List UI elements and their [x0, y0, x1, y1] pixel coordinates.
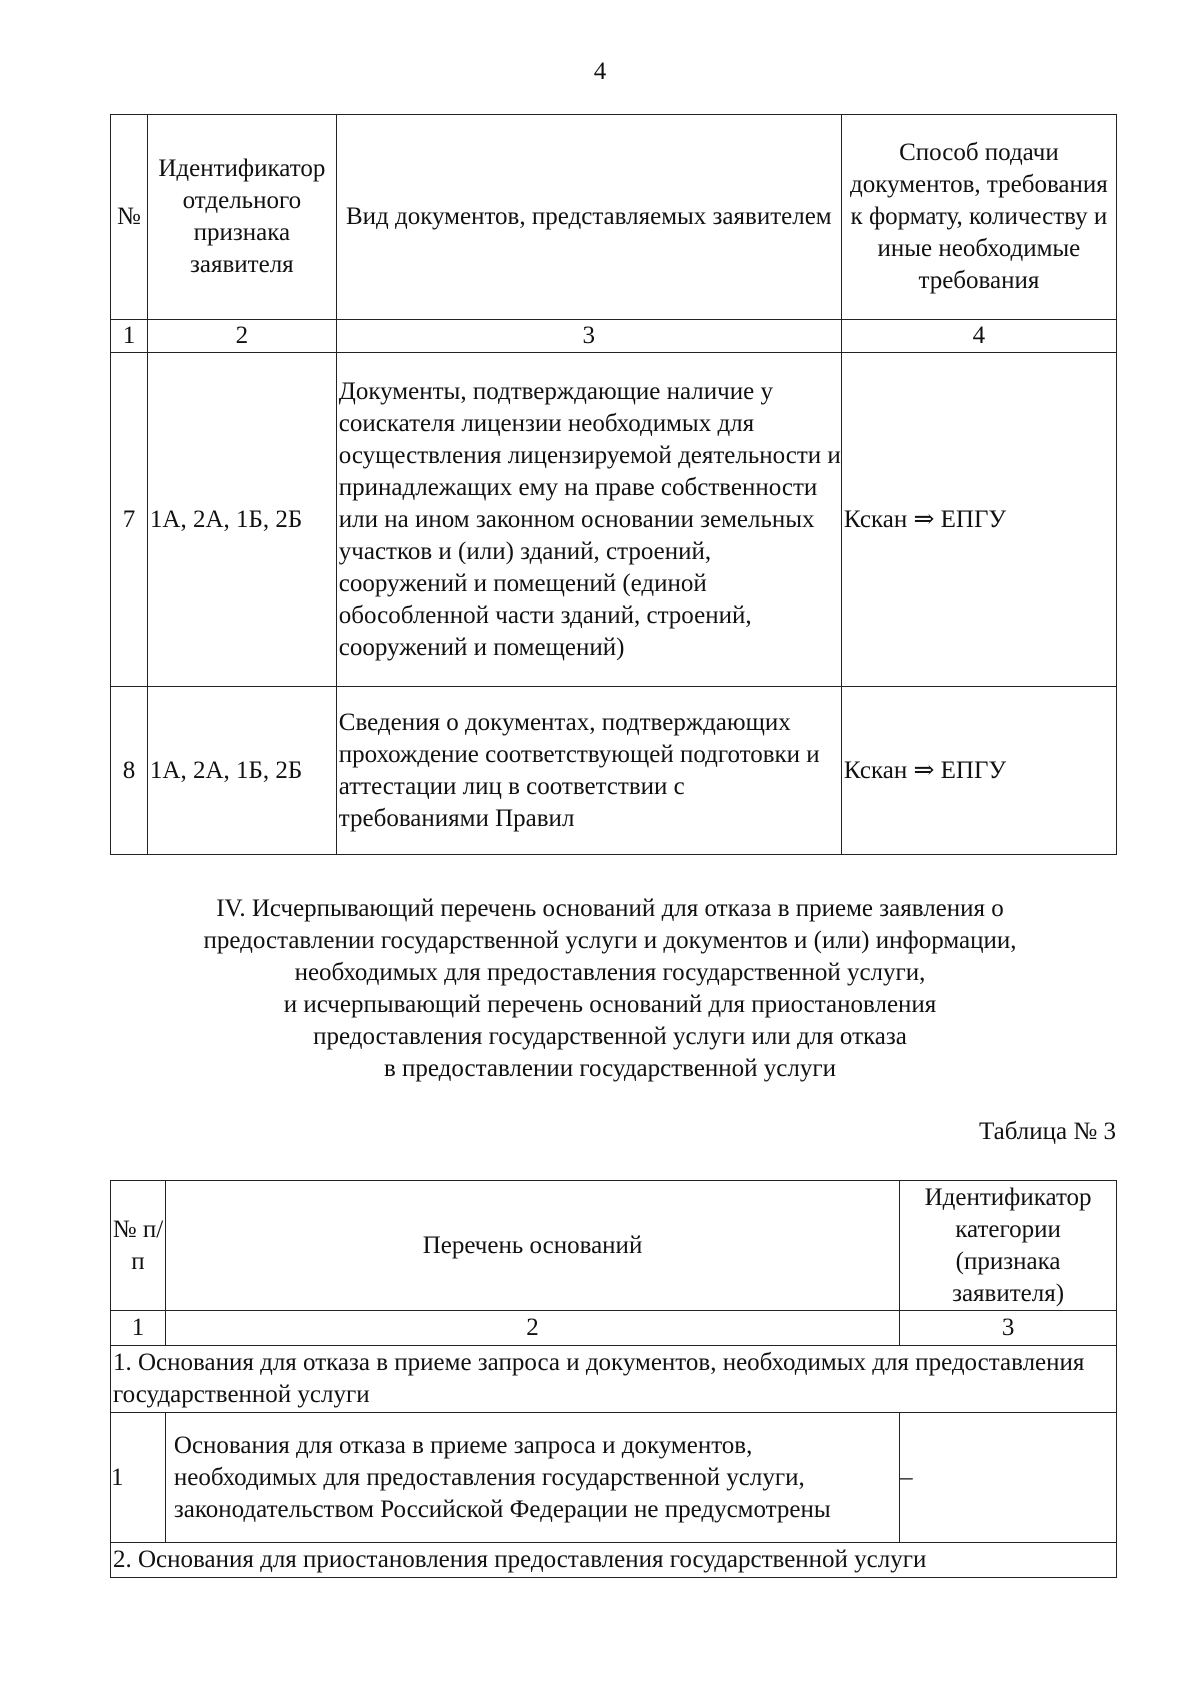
table-row: [111, 353, 1117, 687]
section-heading: [130, 893, 1090, 1085]
table-row: [111, 687, 1117, 855]
grounds-table: [110, 1180, 1117, 1578]
page-number: 4: [593, 58, 607, 85]
table-header-row: [111, 1181, 1117, 1311]
row-identifier: –: [900, 1413, 1117, 1543]
header-document-type: Вид документов, представляемых заявителем: [336, 115, 841, 320]
section-heading-line: предоставлении государственной услуги и документов и (или) информации,: [203, 927, 1017, 954]
row-identifier: 1А, 2А, 1Б, 2Б: [147, 687, 336, 855]
header-grounds-list: Перечень оснований: [165, 1181, 899, 1311]
column-number-row: [111, 320, 1117, 353]
table-caption: Таблица № 3: [978, 1118, 1116, 1145]
row-documents: Документы, подтверждающие наличие у соискателя лицензии необходимых для осуществления лицензируемой деятельности и принадлежащих ему на праве собственности или на ином законном основании земельных участков и (или) зданий, строений, сооружений и помещений (единой обособленной части зданий, строений, сооружений и помещений): [336, 353, 841, 687]
column-number: 4: [841, 320, 1116, 353]
column-number: 3: [900, 1311, 1117, 1346]
row-method: Кскан ⇒ ЕПГУ: [841, 353, 1116, 687]
section-heading-line: предоставления государственной услуги или для отказа: [313, 1023, 907, 1050]
header-submission-method: Способ подачи документов, требования к формату, количеству и иные необходимые требования: [841, 115, 1116, 320]
row-identifier: 1А, 2А, 1Б, 2Б: [147, 353, 336, 687]
column-number: 3: [336, 320, 841, 353]
section-heading-line: необходимых для предоставления государственной услуги,: [294, 959, 926, 986]
column-number-row: [111, 1311, 1117, 1346]
section-heading-line: и исчерпывающий перечень оснований для приостановления: [283, 991, 937, 1018]
column-number: 2: [147, 320, 336, 353]
header-number: № п/п: [111, 1181, 166, 1311]
column-number: 1: [111, 320, 148, 353]
row-text: Основания для отказа в приеме запроса и документов, необходимых для предоставления государственной услуги, законодательством Российской Федерации не предусмотрены: [165, 1413, 899, 1543]
column-number: 1: [111, 1311, 166, 1346]
group-row: [111, 1543, 1117, 1578]
group-title: 2. Основания для приостановления предоставления государственной услуги: [111, 1543, 1117, 1578]
section-heading-line: IV. Исчерпывающий перечень оснований для отказа в приеме заявления о: [216, 895, 1004, 922]
row-number: 8: [111, 687, 148, 855]
documents-table: [110, 114, 1117, 855]
table-row: [111, 1413, 1117, 1543]
section-heading-line: в предоставлении государственной услуги: [383, 1055, 837, 1082]
table-header-row: [111, 115, 1117, 320]
header-category-identifier: Идентификатор категории (признака заявителя): [900, 1181, 1117, 1311]
group-title: 1. Основания для отказа в приеме запроса и документов, необходимых для предоставления государственной услуги: [111, 1346, 1117, 1413]
group-row: [111, 1346, 1117, 1413]
row-number: 7: [111, 353, 148, 687]
row-number: 1: [111, 1413, 166, 1543]
column-number: 2: [165, 1311, 899, 1346]
header-identifier: Идентификатор отдельного признака заявителя: [147, 115, 336, 320]
row-documents: Сведения о документах, подтверждающих прохождение соответствующей подготовки и аттестации лиц в соответствии с требованиями Правил: [336, 687, 841, 855]
header-number: №: [111, 115, 148, 320]
row-method: Кскан ⇒ ЕПГУ: [841, 687, 1116, 855]
